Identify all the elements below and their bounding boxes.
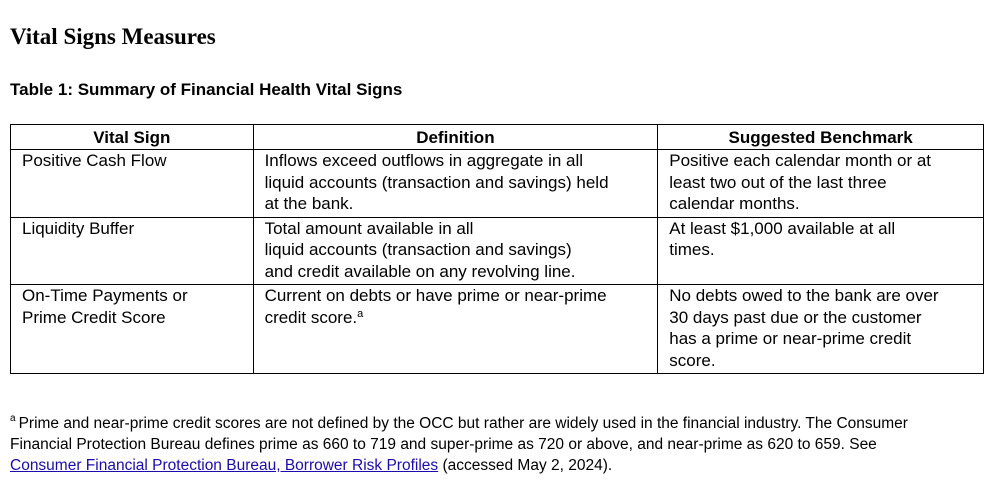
- vital-sign-cell: [11, 285, 254, 374]
- cell-line: liquid accounts (transaction and savings): [264, 240, 572, 259]
- footnote-line: Financial Protection Bureau defines prime as 660 to 719 and super-prime as 720 or above, and near-prime as 620 to 659. See: [10, 436, 877, 453]
- table-row: [11, 285, 984, 374]
- cell-line: has a prime or near-prime credit: [669, 329, 912, 348]
- cell-line: No debts owed to the bank are over: [669, 286, 939, 305]
- cell-line: calendar months.: [669, 194, 800, 213]
- column-header-definition: Definition: [253, 125, 658, 150]
- column-header-vital-sign: Vital Sign: [11, 125, 254, 150]
- cell-line: score.: [669, 350, 716, 370]
- table-caption: Table 1: Summary of Financial Health Vital Signs: [10, 80, 403, 99]
- footnote-line: [10, 455, 985, 476]
- cell-line: On-Time Payments or: [22, 286, 188, 305]
- column-header-benchmark: Suggested Benchmark: [658, 125, 984, 150]
- definition-cell: [253, 285, 658, 374]
- table-row: [11, 150, 984, 218]
- cell-line: Inflows exceed outflows in aggregate in all: [264, 151, 584, 170]
- footnote-marker: a: [10, 413, 16, 424]
- vital-sign-cell: [11, 217, 254, 285]
- definition-cell: [253, 217, 658, 285]
- cell-line: Positive Cash Flow: [22, 151, 167, 170]
- cfpb-borrower-risk-profiles-link[interactable]: Consumer Financial Protection Bureau, Borrower Risk Profiles: [10, 457, 439, 474]
- benchmark-cell: [658, 150, 984, 218]
- cell-line: least two out of the last three: [669, 172, 887, 192]
- benchmark-cell: [658, 285, 984, 374]
- cell-line: liquid accounts (transaction and savings) held: [264, 172, 609, 192]
- cell-line: Liquidity Buffer: [22, 218, 135, 238]
- cell-line: Current on debts or have prime or near-prime: [264, 286, 607, 305]
- vital-signs-table: [10, 124, 984, 374]
- cell-line: times.: [669, 240, 715, 259]
- footnote-reference: a: [357, 307, 364, 320]
- cell-line: and credit available on any revolving line.: [264, 261, 576, 281]
- table-header-row: [11, 125, 984, 150]
- section-heading: Vital Signs Measures: [10, 24, 216, 49]
- vital-sign-cell: [11, 150, 254, 218]
- footnote-line: [10, 413, 985, 434]
- footnote-text: (accessed May 2, 2024).: [438, 457, 613, 474]
- benchmark-cell: [658, 217, 984, 285]
- footnote-text: Prime and near-prime credit scores are not defined by the OCC but rather are widely used in the financial industry. The Consumer: [18, 415, 908, 432]
- cell-line-text: credit score.: [264, 307, 358, 327]
- cell-line: Positive each calendar month or at: [669, 151, 932, 170]
- cell-line: Total amount available in all: [264, 218, 474, 238]
- definition-cell: [253, 150, 658, 218]
- table-row: [11, 217, 984, 285]
- cell-line: At least $1,000 available at all: [669, 218, 896, 238]
- cell-line: 30 days past due or the customer: [669, 307, 922, 327]
- cell-line: Prime Credit Score: [22, 307, 166, 327]
- cell-line: at the bank.: [264, 194, 354, 213]
- cell-line: [265, 307, 650, 329]
- footnote: [10, 413, 985, 476]
